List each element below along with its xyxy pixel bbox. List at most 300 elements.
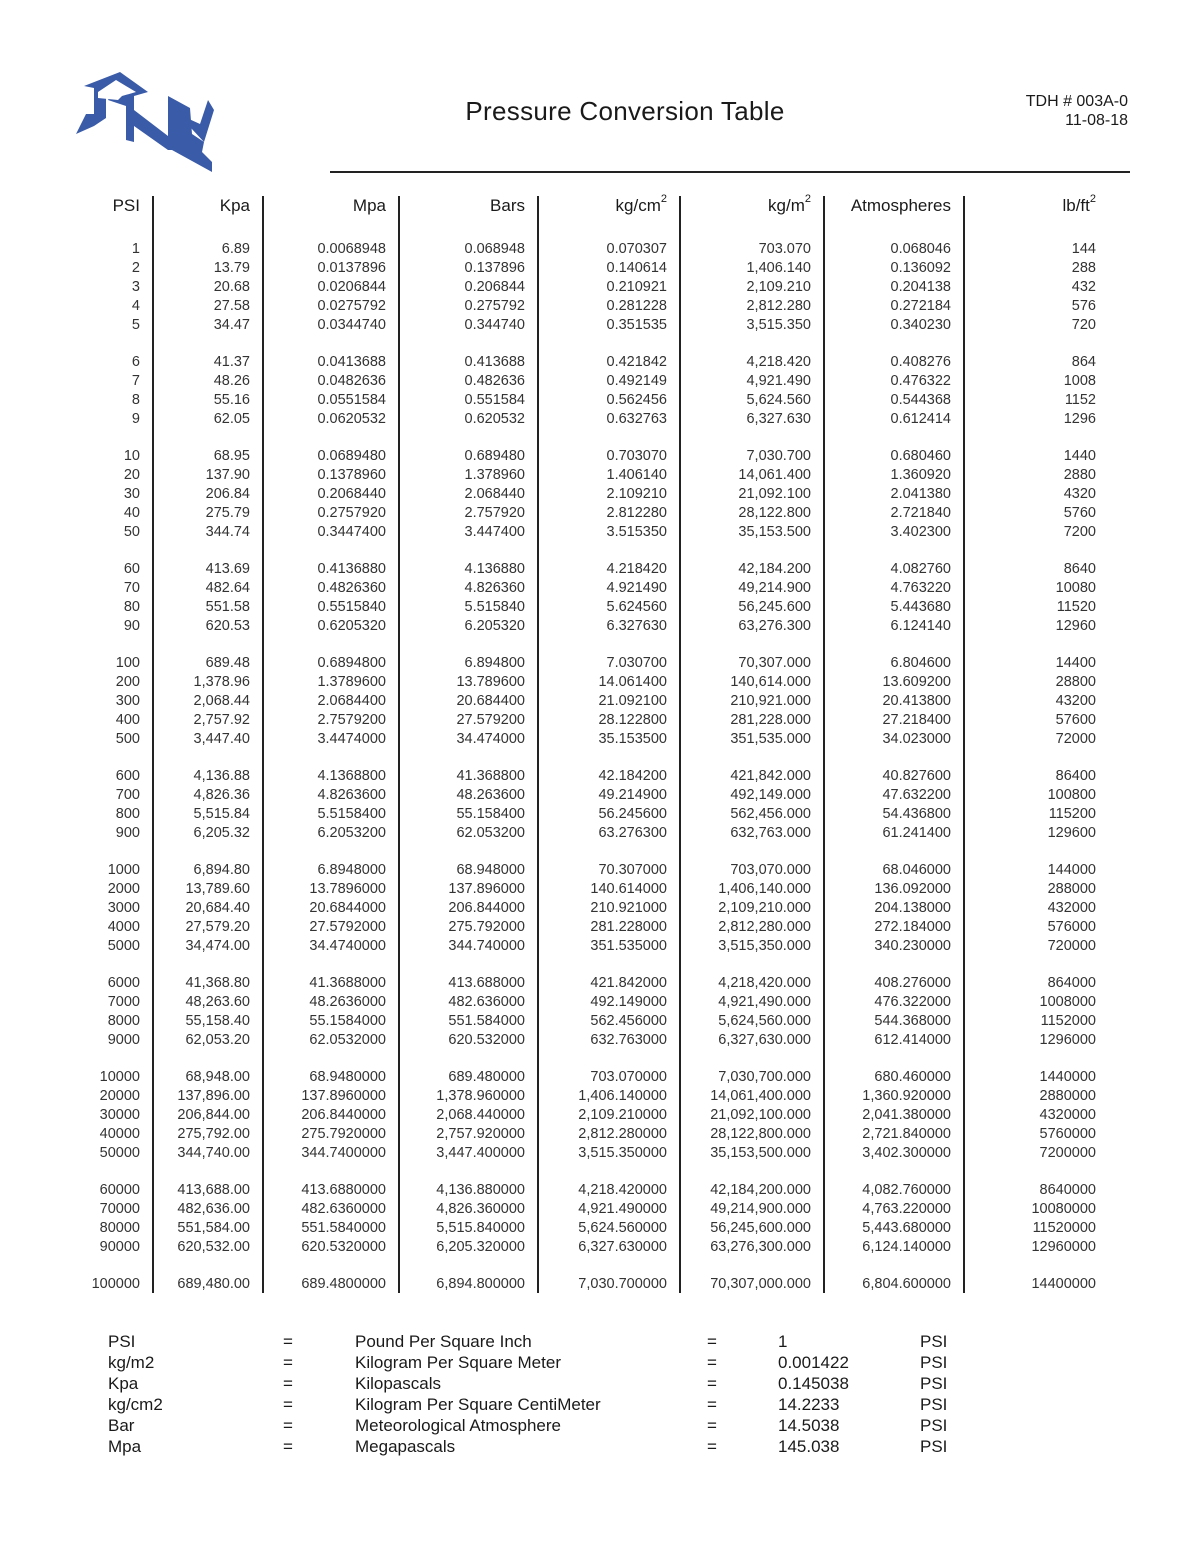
table-cell: 0.272184 <box>890 298 951 314</box>
table-cell: 210,921.000 <box>730 693 811 709</box>
table-cell: 20.684400 <box>456 693 525 709</box>
table-cell: 612.414000 <box>874 1032 951 1048</box>
table-cell: 54.436800 <box>882 806 951 822</box>
table-cell: 35.153500 <box>598 731 667 747</box>
column-header-label: Kpa <box>219 196 250 215</box>
table-cell: 1296 <box>1063 411 1096 427</box>
table-cell: 281,228.000 <box>730 712 811 728</box>
table-cell: 137,896.00 <box>177 1088 250 1104</box>
legend-row <box>108 1374 1008 1395</box>
table-cell: 2.812280 <box>606 505 667 521</box>
document-info <box>1026 92 1128 130</box>
table-cell: 6,327.630 <box>746 411 811 427</box>
table-cell: 3.447400 <box>464 524 525 540</box>
table-cell: 3.515350 <box>606 524 667 540</box>
table-cell: 9000 <box>107 1032 140 1048</box>
table-cell: 20.6844000 <box>309 900 386 916</box>
table-cell: 14,061.400 <box>738 467 811 483</box>
table-column <box>679 193 825 1293</box>
table-cell: 413,688.00 <box>177 1182 250 1198</box>
table-cell: 68,948.00 <box>185 1069 250 1085</box>
table-cell: 55.1584000 <box>309 1013 386 1029</box>
table-cell: 62.053200 <box>456 825 525 841</box>
legend-psi-value: 0.145038 <box>778 1374 849 1393</box>
table-cell: 100 <box>115 655 140 671</box>
table-cell: 48.2636000 <box>309 994 386 1010</box>
table-cell: 27.5792000 <box>309 919 386 935</box>
table-cell: 0.0689480 <box>317 448 386 464</box>
table-cell: 0.562456 <box>606 392 667 408</box>
table-cell: 288000 <box>1047 881 1096 897</box>
table-cell: 4,826.360000 <box>436 1201 525 1217</box>
table-cell: 90 <box>123 618 140 634</box>
table-cell: 576 <box>1071 298 1096 314</box>
table-cell: 344,740.00 <box>177 1145 250 1161</box>
legend-row <box>108 1437 1008 1458</box>
table-cell: 144000 <box>1047 862 1096 878</box>
table-cell: 0.0620532 <box>317 411 386 427</box>
table-cell: 720 <box>1071 317 1096 333</box>
table-cell: 56,245.600 <box>738 599 811 615</box>
table-cell: 3,515,350.000 <box>718 938 811 954</box>
table-cell: 4000 <box>107 919 140 935</box>
legend-row <box>108 1416 1008 1437</box>
column-header-superscript: 2 <box>660 193 667 205</box>
table-cell: 13,789.60 <box>185 881 250 897</box>
table-cell: 0.0275792 <box>317 298 386 314</box>
table-cell: 600 <box>115 768 140 784</box>
table-cell: 4.921490 <box>606 580 667 596</box>
table-cell: 13.7896000 <box>309 881 386 897</box>
legend-equals: = <box>707 1353 717 1372</box>
table-cell: 0.0482636 <box>317 373 386 389</box>
legend-unit-name: Pound Per Square Inch <box>355 1332 532 1351</box>
column-header <box>262 196 386 216</box>
column-header-label: Bars <box>490 196 525 215</box>
table-cell: 21.092100 <box>598 693 667 709</box>
table-cell: 43200 <box>1055 693 1096 709</box>
table-cell: 1440 <box>1063 448 1096 464</box>
table-cell: 0.6894800 <box>317 655 386 671</box>
table-cell: 12960000 <box>1031 1239 1096 1255</box>
table-cell: 63.276300 <box>598 825 667 841</box>
table-cell: 5760000 <box>1039 1126 1096 1142</box>
table-cell: 620.5320000 <box>301 1239 386 1255</box>
table-cell: 62.05 <box>213 411 250 427</box>
legend-equals: = <box>283 1353 293 1372</box>
legend-equals: = <box>707 1332 717 1351</box>
table-cell: 129600 <box>1047 825 1096 841</box>
table-cell: 703.070000 <box>590 1069 667 1085</box>
table-column <box>398 196 539 1293</box>
table-cell: 60000 <box>99 1182 140 1198</box>
table-cell: 27,579.20 <box>185 919 250 935</box>
legend-psi-unit: PSI <box>920 1437 948 1456</box>
table-cell: 6,894.80 <box>193 862 250 878</box>
column-header <box>963 193 1096 216</box>
table-cell: 864000 <box>1047 975 1096 991</box>
table-cell: 3,447.400000 <box>436 1145 525 1161</box>
column-header-label: lb/ft <box>1062 196 1090 215</box>
table-cell: 620.532000 <box>448 1032 525 1048</box>
table-cell: 0.0344740 <box>317 317 386 333</box>
table-cell: 3 <box>131 279 140 295</box>
legend-abbreviation: Mpa <box>108 1437 142 1456</box>
table-cell: 0.680460 <box>890 448 951 464</box>
table-cell: 200 <box>115 674 140 690</box>
table-cell: 5,624.560000 <box>578 1220 667 1236</box>
unit-legend <box>108 1332 1008 1458</box>
table-cell: 413.69 <box>205 561 250 577</box>
table-cell: 56,245,600.000 <box>710 1220 811 1236</box>
table-cell: 700 <box>115 787 140 803</box>
table-cell: 1296000 <box>1039 1032 1096 1048</box>
table-cell: 551.58 <box>205 599 250 615</box>
table-cell: 4,136.88 <box>193 768 250 784</box>
table-cell: 2.041380 <box>890 486 951 502</box>
table-cell: 0.620532 <box>464 411 525 427</box>
table-cell: 2,068.440000 <box>436 1107 525 1123</box>
table-cell: 281.228000 <box>590 919 667 935</box>
table-cell: 34,474.00 <box>185 938 250 954</box>
table-cell: 0.689480 <box>464 448 525 464</box>
table-cell: 28.122800 <box>598 712 667 728</box>
table-cell: 63,276.300 <box>738 618 811 634</box>
table-cell: 1008000 <box>1039 994 1096 1010</box>
table-cell: 90000 <box>99 1239 140 1255</box>
table-cell: 42.184200 <box>598 768 667 784</box>
table-cell: 632,763.000 <box>730 825 811 841</box>
table-cell: 0.3447400 <box>317 524 386 540</box>
table-cell: 5000 <box>107 938 140 954</box>
table-cell: 72000 <box>1055 731 1096 747</box>
legend-equals: = <box>283 1416 293 1435</box>
table-cell: 13.789600 <box>456 674 525 690</box>
table-cell: 62.0532000 <box>309 1032 386 1048</box>
table-cell: 21,092.100 <box>738 486 811 502</box>
legend-equals: = <box>283 1437 293 1456</box>
table-cell: 48,263.60 <box>185 994 250 1010</box>
table-cell: 140.614000 <box>590 881 667 897</box>
table-cell: 551.5840000 <box>301 1220 386 1236</box>
table-cell: 562.456000 <box>590 1013 667 1029</box>
legend-equals: = <box>283 1374 293 1393</box>
table-cell: 0.632763 <box>606 411 667 427</box>
table-cell: 13.609200 <box>882 674 951 690</box>
table-cell: 10 <box>123 448 140 464</box>
table-cell: 7 <box>131 373 140 389</box>
table-cell: 344.740000 <box>448 938 525 954</box>
table-cell: 2.109210 <box>606 486 667 502</box>
table-cell: 344.74 <box>205 524 250 540</box>
table-cell: 2,041.380000 <box>862 1107 951 1123</box>
column-header-superscript: 2 <box>1089 193 1096 205</box>
table-cell: 10080 <box>1055 580 1096 596</box>
table-cell: 551.584000 <box>448 1013 525 1029</box>
table-cell: 620.53 <box>205 618 250 634</box>
table-cell: 562,456.000 <box>730 806 811 822</box>
table-cell: 7.030700 <box>606 655 667 671</box>
table-cell: 4,921.490 <box>746 373 811 389</box>
table-cell: 80 <box>123 599 140 615</box>
table-cell: 2.757920 <box>464 505 525 521</box>
column-header-label: PSI <box>112 196 140 215</box>
table-cell: 12960 <box>1055 618 1096 634</box>
table-cell: 49,214,900.000 <box>710 1201 811 1217</box>
table-cell: 41.368800 <box>456 768 525 784</box>
table-cell: 34.4740000 <box>309 938 386 954</box>
legend-abbreviation: Kpa <box>108 1374 139 1393</box>
table-cell: 0.351535 <box>606 317 667 333</box>
table-cell: 1.360920 <box>890 467 951 483</box>
table-cell: 140,614.000 <box>730 674 811 690</box>
table-cell: 344.7400000 <box>301 1145 386 1161</box>
table-cell: 4,218.420 <box>746 354 811 370</box>
table-cell: 482.636000 <box>448 994 525 1010</box>
table-cell: 720000 <box>1047 938 1096 954</box>
legend-psi-value: 145.038 <box>778 1437 840 1456</box>
table-cell: 0.204138 <box>890 279 951 295</box>
table-cell: 206,844.00 <box>177 1107 250 1123</box>
table-cell: 0.413688 <box>464 354 525 370</box>
table-cell: 576000 <box>1047 919 1096 935</box>
legend-equals: = <box>707 1395 717 1414</box>
table-cell: 0.340230 <box>890 317 951 333</box>
table-cell: 0.068948 <box>464 241 525 257</box>
legend-unit-name: Kilogram Per Square CentiMeter <box>355 1395 601 1414</box>
table-cell: 2000 <box>107 881 140 897</box>
table-cell: 482.6360000 <box>301 1201 386 1217</box>
table-cell: 1,406.140 <box>746 260 811 276</box>
table-column <box>963 193 1108 1293</box>
table-cell: 6000 <box>107 975 140 991</box>
table-cell: 4.136880 <box>464 561 525 577</box>
table-cell: 413.6880000 <box>301 1182 386 1198</box>
table-cell: 5.443680 <box>890 599 951 615</box>
table-cell: 137.8960000 <box>301 1088 386 1104</box>
table-cell: 482.64 <box>205 580 250 596</box>
table-cell: 206.84 <box>205 486 250 502</box>
table-cell: 68.95 <box>213 448 250 464</box>
table-cell: 4320000 <box>1039 1107 1096 1123</box>
legend-unit-name: Kilopascals <box>355 1374 441 1393</box>
table-cell: 14400000 <box>1031 1276 1096 1292</box>
table-cell: 4.1368800 <box>317 768 386 784</box>
table-cell: 482,636.00 <box>177 1201 250 1217</box>
table-cell: 4.763220 <box>890 580 951 596</box>
table-cell: 70,307.000 <box>738 655 811 671</box>
legend-psi-unit: PSI <box>920 1374 948 1393</box>
table-cell: 55.16 <box>213 392 250 408</box>
legend-equals: = <box>707 1374 717 1393</box>
table-cell: 544.368000 <box>874 1013 951 1029</box>
table-cell: 61.241400 <box>882 825 951 841</box>
table-cell: 1,378.960000 <box>436 1088 525 1104</box>
table-cell: 0.703070 <box>606 448 667 464</box>
table-cell: 11520000 <box>1032 1220 1096 1236</box>
table-cell: 41.37 <box>213 354 250 370</box>
table-cell: 2.0684400 <box>317 693 386 709</box>
column-header-label: kg/cm <box>615 196 661 215</box>
table-cell: 21,092,100.000 <box>710 1107 811 1123</box>
table-cell: 4,763.220000 <box>862 1201 951 1217</box>
table-cell: 80000 <box>99 1220 140 1236</box>
table-cell: 2,721.840000 <box>862 1126 951 1142</box>
table-cell: 28,122,800.000 <box>710 1126 811 1142</box>
table-column <box>262 196 400 1293</box>
table-cell: 8 <box>131 392 140 408</box>
table-cell: 14400 <box>1055 655 1096 671</box>
table-cell: 0.070307 <box>606 241 667 257</box>
table-cell: 62,053.20 <box>185 1032 250 1048</box>
table-cell: 28,122.800 <box>738 505 811 521</box>
table-cell: 1152000 <box>1040 1013 1096 1029</box>
legend-row <box>108 1353 1008 1374</box>
table-cell: 1.378960 <box>464 467 525 483</box>
table-cell: 10080000 <box>1031 1201 1096 1217</box>
table-cell: 3,515.350000 <box>578 1145 667 1161</box>
column-header <box>823 196 951 216</box>
table-cell: 0.344740 <box>464 317 525 333</box>
table-cell: 7,030.700000 <box>578 1276 667 1292</box>
table-cell: 6,124.140000 <box>862 1239 951 1255</box>
legend-psi-unit: PSI <box>920 1395 948 1414</box>
table-cell: 204.138000 <box>874 900 951 916</box>
company-logo <box>72 70 222 172</box>
table-cell: 0.551584 <box>464 392 525 408</box>
table-cell: 3,447.40 <box>193 731 250 747</box>
table-cell: 0.0413688 <box>317 354 386 370</box>
table-cell: 5,515.84 <box>193 806 250 822</box>
table-cell: 421.842000 <box>590 975 667 991</box>
table-cell: 4.082760 <box>890 561 951 577</box>
table-cell: 50 <box>123 524 140 540</box>
column-header-label: Atmospheres <box>850 196 951 215</box>
legend-psi-value: 14.5038 <box>778 1416 840 1435</box>
table-cell: 275.79 <box>205 505 250 521</box>
table-cell: 4.8263600 <box>317 787 386 803</box>
table-cell: 340.230000 <box>874 938 951 954</box>
table-cell: 864 <box>1071 354 1096 370</box>
table-cell: 0.2068440 <box>317 486 386 502</box>
table-cell: 10000 <box>99 1069 140 1085</box>
table-cell: 703.070 <box>758 241 811 257</box>
table-cell: 632.763000 <box>590 1032 667 1048</box>
legend-psi-value: 14.2233 <box>778 1395 840 1414</box>
table-cell: 0.408276 <box>890 354 951 370</box>
column-header-label: Mpa <box>352 196 386 215</box>
table-cell: 689,480.00 <box>177 1276 250 1292</box>
table-cell: 144 <box>1071 241 1096 257</box>
table-cell: 4 <box>131 298 140 314</box>
table-cell: 1000 <box>107 862 140 878</box>
table-cell: 0.0137896 <box>317 260 386 276</box>
column-header-label: kg/m <box>768 196 805 215</box>
table-cell: 421,842.000 <box>730 768 811 784</box>
table-cell: 70,307,000.000 <box>710 1276 811 1292</box>
table-cell: 7000 <box>107 994 140 1010</box>
table-cell: 2,812.280 <box>746 298 811 314</box>
table-column <box>537 193 681 1293</box>
table-cell: 49.214900 <box>598 787 667 803</box>
table-cell: 7,030.700 <box>746 448 811 464</box>
table-cell: 0.6205320 <box>317 618 386 634</box>
table-cell: 351.535000 <box>590 938 667 954</box>
column-header <box>537 193 667 216</box>
table-cell: 5760 <box>1063 505 1096 521</box>
table-cell: 13.79 <box>213 260 250 276</box>
table-cell: 48.263600 <box>456 787 525 803</box>
table-cell: 476.322000 <box>874 994 951 1010</box>
legend-equals: = <box>707 1416 717 1435</box>
table-cell: 272.184000 <box>874 919 951 935</box>
table-cell: 0.0068948 <box>317 241 386 257</box>
table-cell: 6,205.320000 <box>436 1239 525 1255</box>
table-cell: 60 <box>123 561 140 577</box>
table-cell: 4,136.880000 <box>436 1182 525 1198</box>
table-cell: 20,684.40 <box>185 900 250 916</box>
table-cell: 6 <box>131 354 140 370</box>
table-cell: 30 <box>123 486 140 502</box>
legend-equals: = <box>283 1395 293 1414</box>
table-cell: 1440000 <box>1039 1069 1096 1085</box>
legend-unit-name: Kilogram Per Square Meter <box>355 1353 561 1372</box>
table-cell: 432000 <box>1047 900 1096 916</box>
table-cell: 63,276,300.000 <box>710 1239 811 1255</box>
table-cell: 35,153.500 <box>738 524 811 540</box>
table-cell: 551,584.00 <box>177 1220 250 1236</box>
table-cell: 115200 <box>1048 806 1096 822</box>
legend-psi-value: 0.001422 <box>778 1353 849 1372</box>
table-cell: 4,826.36 <box>193 787 250 803</box>
legend-psi-value: 1 <box>778 1332 788 1351</box>
table-cell: 2,757.920000 <box>436 1126 525 1142</box>
table-cell: 5.515840 <box>464 599 525 615</box>
column-header <box>679 193 811 216</box>
table-cell: 137.90 <box>205 467 250 483</box>
table-cell: 11520 <box>1056 599 1096 615</box>
table-cell: 1.406140 <box>606 467 667 483</box>
table-cell: 30000 <box>99 1107 140 1123</box>
table-cell: 0.492149 <box>606 373 667 389</box>
table-cell: 3000 <box>107 900 140 916</box>
legend-equals: = <box>707 1437 717 1456</box>
table-cell: 5.624560 <box>606 599 667 615</box>
table-cell: 50000 <box>99 1145 140 1161</box>
table-cell: 0.4136880 <box>317 561 386 577</box>
table-cell: 68.9480000 <box>309 1069 386 1085</box>
table-cell: 55.158400 <box>456 806 525 822</box>
table-cell: 42,184,200.000 <box>710 1182 811 1198</box>
table-cell: 703,070.000 <box>730 862 811 878</box>
table-column <box>823 196 965 1293</box>
table-cell: 5 <box>131 317 140 333</box>
table-cell: 70.307000 <box>598 862 667 878</box>
table-cell: 41,368.80 <box>185 975 250 991</box>
table-cell: 0.137896 <box>464 260 525 276</box>
table-cell: 55,158.40 <box>185 1013 250 1029</box>
table-cell: 2,068.44 <box>193 693 250 709</box>
table-cell: 689.48 <box>205 655 250 671</box>
table-cell: 8000 <box>107 1013 140 1029</box>
table-cell: 2,109.210000 <box>578 1107 667 1123</box>
table-cell: 57600 <box>1055 712 1096 728</box>
table-cell: 210.921000 <box>590 900 667 916</box>
table-cell: 8640 <box>1063 561 1096 577</box>
table-cell: 0.421842 <box>606 354 667 370</box>
table-cell: 68.046000 <box>882 862 951 878</box>
table-cell: 6.124140 <box>890 618 951 634</box>
